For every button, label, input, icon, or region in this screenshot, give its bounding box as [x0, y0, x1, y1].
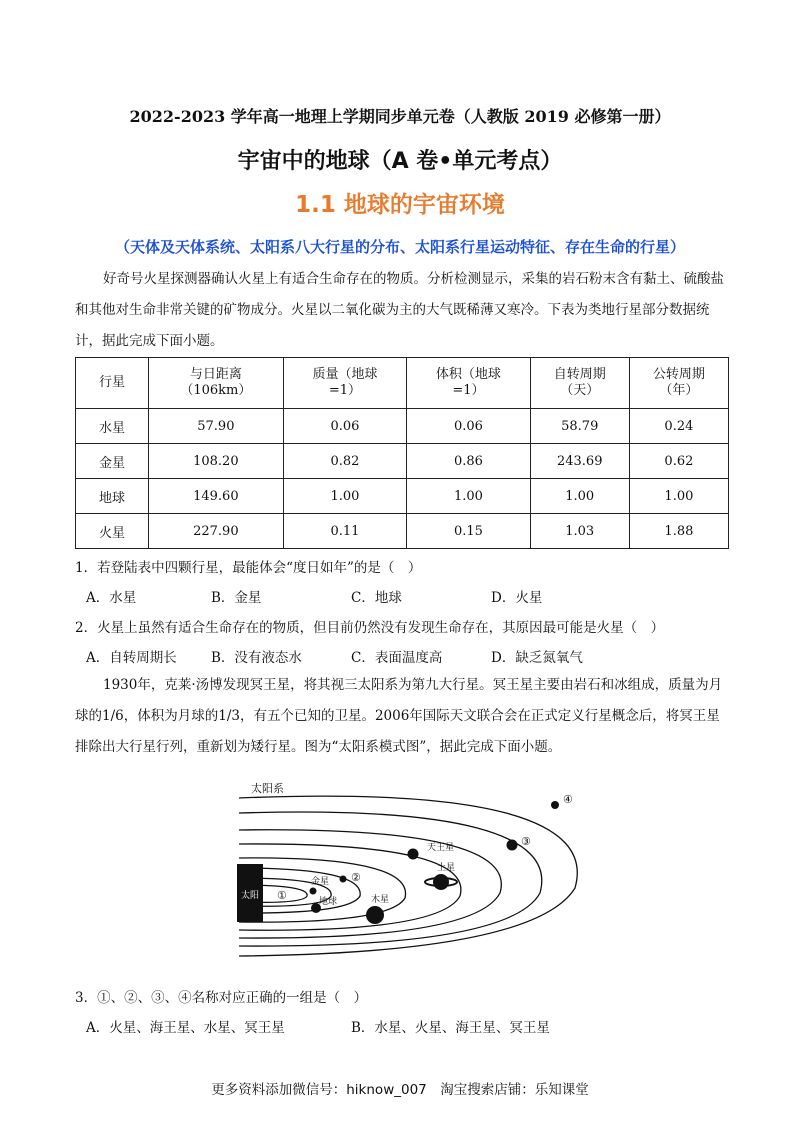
table-cell: 1.00 — [407, 479, 530, 514]
section-title: 1.1 地球的宇宙环境 — [295, 192, 505, 218]
passage-1 — [75, 264, 725, 357]
question-1-options — [86, 586, 746, 606]
table-cell: 0.11 — [283, 514, 406, 549]
table-header-cell: 质量（地球 =1） — [283, 358, 406, 409]
marker-3: ③ — [521, 835, 531, 848]
table-row — [76, 444, 729, 479]
table-cell: 水星 — [76, 409, 149, 444]
table-cell: 0.86 — [407, 444, 530, 479]
table-cell: 0.06 — [407, 409, 530, 444]
table-header-cell: 公转周期 （年） — [629, 358, 728, 409]
table-cell: 0.62 — [629, 444, 728, 479]
table-header-row — [76, 358, 729, 409]
table-header-cell: 行星 — [76, 358, 149, 409]
question-3: 3．①、②、③、④名称对应正确的一组是（ ） — [75, 990, 368, 1006]
table-row — [76, 479, 729, 514]
table-cell: 金星 — [76, 444, 149, 479]
table-cell: 1.00 — [629, 479, 728, 514]
table-cell: 0.82 — [283, 444, 406, 479]
marker-4: ④ — [563, 793, 573, 806]
jupiter-planet — [366, 906, 384, 924]
option-b[interactable]: B．金星 — [211, 590, 262, 606]
table-cell: 149.60 — [149, 479, 284, 514]
passage-2 — [75, 670, 725, 763]
venus-planet — [310, 888, 317, 895]
question-1: 1．若登陆表中四颗行星，最能体会“度日如年”的是（ ） — [75, 560, 422, 576]
option-d[interactable]: D．火星 — [491, 590, 543, 606]
option-a[interactable]: A．火星、海王星、水星、冥王星 — [86, 1020, 285, 1036]
option-b[interactable]: B．水星、火星、海王星、冥王星 — [351, 1020, 550, 1036]
saturn-label: 土星 — [437, 863, 456, 873]
venus-label: 金星 — [311, 877, 330, 887]
uranus-label: 天王星 — [427, 843, 455, 853]
table-row — [76, 409, 729, 444]
option-c[interactable]: C．表面温度高 — [351, 650, 443, 666]
table-row — [76, 514, 729, 549]
option-a[interactable]: A．水星 — [86, 590, 137, 606]
marker-2: ② — [351, 871, 361, 884]
saturn-planet — [433, 874, 449, 890]
table-cell: 243.69 — [530, 444, 629, 479]
question-2-options — [86, 646, 746, 666]
planet-data-table — [75, 357, 729, 549]
table-cell: 0.15 — [407, 514, 530, 549]
page-footer: 更多资料添加微信号：hiknow_007 淘宝搜索店铺：乐知课堂 — [211, 1082, 589, 1098]
table-cell: 地球 — [76, 479, 149, 514]
table-cell: 1.03 — [530, 514, 629, 549]
table-cell: 1.88 — [629, 514, 728, 549]
question-2: 2．火星上虽然有适合生命存在的物质，但目前仍然没有发现生命存在，其原因最可能是火星（ ） — [75, 620, 665, 636]
diagram-title: 太阳系 — [251, 782, 284, 795]
table-cell: 1.00 — [530, 479, 629, 514]
table-cell: 58.79 — [530, 409, 629, 444]
table-cell: 1.00 — [283, 479, 406, 514]
option-a[interactable]: A．自转周期长 — [86, 650, 177, 666]
table-cell: 0.24 — [629, 409, 728, 444]
passage-2-text: 1930年，克莱·汤博发现冥王星，将其视三太阳系为第九大行星。冥王星主要由岩石和冰组成，质量为月球的1/6，体积为月球的1/3，有五个已知的卫星。2006年国际天文联合会在正式定义行星概念后，将冥王星排除出大行星行列，重新划为矮行星。图为“太阳系模式图”，据此完成下面小题。 — [75, 677, 723, 755]
document-main-title: 宇宙中的地球（A 卷•单元考点） — [237, 149, 563, 174]
passage-1-text: 好奇号火星探测器确认火星上有适合生命存在的物质。分析检测显示，采集的岩石粉末含有黏土、硫酸盐和其他对生命非常关键的矿物成分。火星以二氧化碳为主的大气既稀薄又寒冷。下表为类地行星部分数据统计，据此完成下面小题。 — [75, 271, 724, 349]
table-header-cell: 与日距离 （106km） — [149, 358, 284, 409]
table-cell: 0.06 — [283, 409, 406, 444]
document-sup-title: 2022-2023 学年高一地理上学期同步单元卷（人教版 2019 必修第一册） — [129, 107, 671, 126]
uranus-planet — [408, 849, 419, 860]
earth-label: 地球 — [319, 897, 338, 907]
question-3-options — [86, 1016, 746, 1036]
planet-4 — [551, 801, 559, 809]
table-cell: 227.90 — [149, 514, 284, 549]
planet-2 — [340, 876, 347, 883]
section-subtitle: （天体及天体系统、太阳系八大行星的分布、太阳系行星运动特征、存在生命的行星） — [114, 238, 685, 256]
option-d[interactable]: D．缺乏氮氧气 — [491, 650, 583, 666]
jupiter-label: 木星 — [371, 895, 390, 905]
table-header-cell: 自转周期 （天） — [530, 358, 629, 409]
marker-1: ① — [277, 889, 287, 902]
solar-system-diagram — [235, 778, 580, 960]
table-cell: 火星 — [76, 514, 149, 549]
option-b[interactable]: B．没有液态水 — [211, 650, 302, 666]
sun-label: 太阳 — [241, 891, 260, 901]
option-c[interactable]: C．地球 — [351, 590, 402, 606]
table-cell: 57.90 — [149, 409, 284, 444]
table-header-cell: 体积（地球 =1） — [407, 358, 530, 409]
planet-3 — [507, 840, 518, 851]
table-cell: 108.20 — [149, 444, 284, 479]
orbit-lines — [239, 796, 577, 956]
